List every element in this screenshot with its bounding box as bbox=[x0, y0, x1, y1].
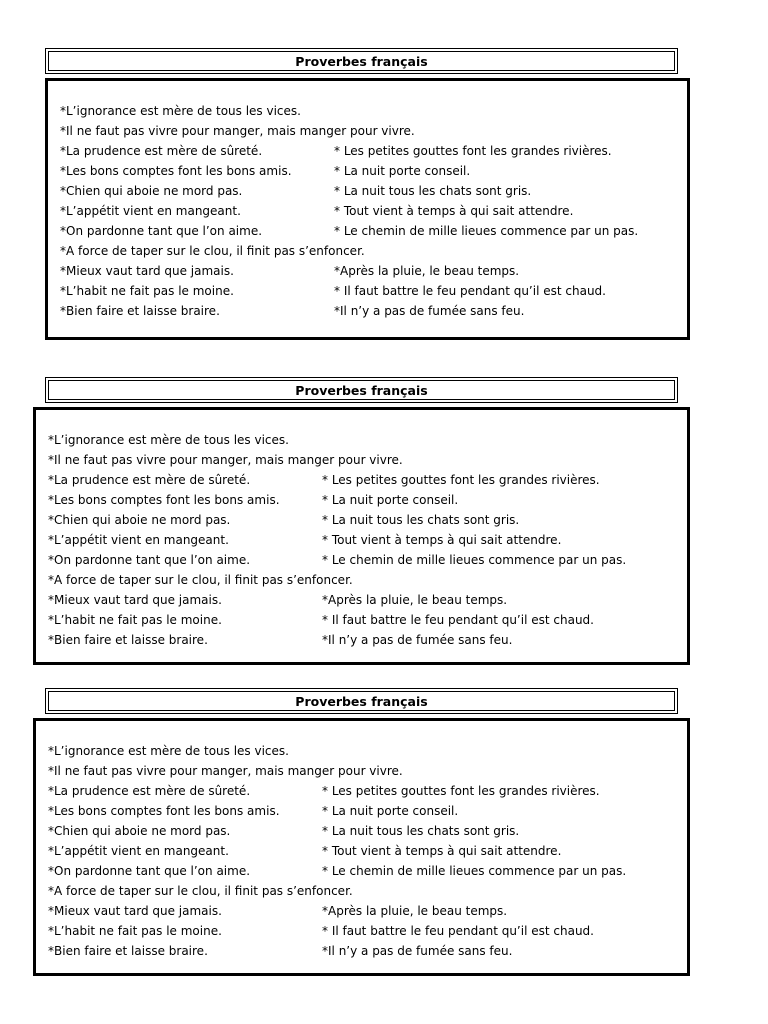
proverb-full-1: *L’ignorance est mère de tous les vices. bbox=[48, 433, 289, 447]
proverb-full-2: *Il ne faut pas vivre pour manger, mais manger pour vivre. bbox=[48, 453, 403, 467]
proverb-right-1: * Les petites gouttes font les grandes rivières. bbox=[322, 473, 600, 487]
proverb-left2-3: *Bien faire et laisse braire. bbox=[48, 944, 208, 958]
proverb-right2-2: * Il faut battre le feu pendant qu’il est chaud. bbox=[322, 613, 594, 627]
card-1-body bbox=[45, 78, 690, 340]
proverb-right-4: * Tout vient à temps à qui sait attendre. bbox=[322, 844, 562, 858]
proverb-right2-3: *Il n’y a pas de fumée sans feu. bbox=[334, 304, 525, 318]
proverb-right-5: * Le chemin de mille lieues commence par un pas. bbox=[322, 864, 627, 878]
proverb-left2-2: *L’habit ne fait pas le moine. bbox=[48, 924, 222, 938]
proverb-left2-1: *Mieux vaut tard que jamais. bbox=[48, 904, 222, 918]
proverb-full-1: *L’ignorance est mère de tous les vices. bbox=[48, 744, 289, 758]
proverb-left-2: *Les bons comptes font les bons amis. bbox=[48, 804, 280, 818]
proverb-left-4: *L’appétit vient en mangeant. bbox=[60, 204, 241, 218]
proverb-left2-3: *Bien faire et laisse braire. bbox=[60, 304, 220, 318]
proverb-full-3: *A force de taper sur le clou, il finit pas s’enfoncer. bbox=[60, 244, 365, 258]
proverb-right2-2: * Il faut battre le feu pendant qu’il est chaud. bbox=[322, 924, 594, 938]
proverb-left-2: *Les bons comptes font les bons amis. bbox=[60, 164, 292, 178]
proverb-right-2: * La nuit porte conseil. bbox=[322, 804, 459, 818]
proverb-right-2: * La nuit porte conseil. bbox=[334, 164, 471, 178]
card-2-title: Proverbes français bbox=[48, 380, 675, 400]
card-3-title-frame bbox=[45, 688, 678, 714]
proverb-right-1: * Les petites gouttes font les grandes rivières. bbox=[322, 784, 600, 798]
proverb-right-3: * La nuit tous les chats sont gris. bbox=[334, 184, 532, 198]
proverb-left2-1: *Mieux vaut tard que jamais. bbox=[60, 264, 234, 278]
card-1-title-frame bbox=[45, 48, 678, 74]
proverb-left-5: *On pardonne tant que l’on aime. bbox=[60, 224, 263, 238]
card-3-body bbox=[33, 718, 690, 976]
proverb-left-1: *La prudence est mère de sûreté. bbox=[48, 784, 251, 798]
proverb-right-2: * La nuit porte conseil. bbox=[322, 493, 459, 507]
proverb-left2-3: *Bien faire et laisse braire. bbox=[48, 633, 208, 647]
proverb-left-3: *Chien qui aboie ne mord pas. bbox=[60, 184, 243, 198]
proverb-left2-2: *L’habit ne fait pas le moine. bbox=[60, 284, 234, 298]
proverb-full-2: *Il ne faut pas vivre pour manger, mais manger pour vivre. bbox=[60, 124, 415, 138]
proverb-full-2: *Il ne faut pas vivre pour manger, mais manger pour vivre. bbox=[48, 764, 403, 778]
proverb-left2-1: *Mieux vaut tard que jamais. bbox=[48, 593, 222, 607]
proverb-left-5: *On pardonne tant que l’on aime. bbox=[48, 553, 251, 567]
proverb-full-1: *L’ignorance est mère de tous les vices. bbox=[60, 104, 301, 118]
proverb-left-4: *L’appétit vient en mangeant. bbox=[48, 533, 229, 547]
proverb-right2-3: *Il n’y a pas de fumée sans feu. bbox=[322, 944, 513, 958]
proverb-right-3: * La nuit tous les chats sont gris. bbox=[322, 824, 520, 838]
proverb-left-5: *On pardonne tant que l’on aime. bbox=[48, 864, 251, 878]
proverb-right-4: * Tout vient à temps à qui sait attendre. bbox=[322, 533, 562, 547]
proverb-left2-2: *L’habit ne fait pas le moine. bbox=[48, 613, 222, 627]
proverb-right2-2: * Il faut battre le feu pendant qu’il est chaud. bbox=[334, 284, 606, 298]
proverb-right2-1: *Après la pluie, le beau temps. bbox=[334, 264, 520, 278]
proverb-full-3: *A force de taper sur le clou, il finit pas s’enfoncer. bbox=[48, 884, 353, 898]
card-1-title: Proverbes français bbox=[48, 51, 675, 71]
proverb-right2-1: *Après la pluie, le beau temps. bbox=[322, 593, 508, 607]
proverb-left-1: *La prudence est mère de sûreté. bbox=[48, 473, 251, 487]
proverb-right2-3: *Il n’y a pas de fumée sans feu. bbox=[322, 633, 513, 647]
proverb-left-3: *Chien qui aboie ne mord pas. bbox=[48, 824, 231, 838]
proverb-left-1: *La prudence est mère de sûreté. bbox=[60, 144, 263, 158]
proverb-right-4: * Tout vient à temps à qui sait attendre. bbox=[334, 204, 574, 218]
proverb-right2-1: *Après la pluie, le beau temps. bbox=[322, 904, 508, 918]
card-2-title-frame bbox=[45, 377, 678, 403]
proverb-full-3: *A force de taper sur le clou, il finit pas s’enfoncer. bbox=[48, 573, 353, 587]
proverb-right-5: * Le chemin de mille lieues commence par un pas. bbox=[322, 553, 627, 567]
proverb-left-4: *L’appétit vient en mangeant. bbox=[48, 844, 229, 858]
proverb-left-3: *Chien qui aboie ne mord pas. bbox=[48, 513, 231, 527]
card-3-title: Proverbes français bbox=[48, 691, 675, 711]
proverb-left-2: *Les bons comptes font les bons amis. bbox=[48, 493, 280, 507]
proverb-right-3: * La nuit tous les chats sont gris. bbox=[322, 513, 520, 527]
proverb-right-1: * Les petites gouttes font les grandes rivières. bbox=[334, 144, 612, 158]
card-2-body bbox=[33, 407, 690, 665]
proverb-right-5: * Le chemin de mille lieues commence par un pas. bbox=[334, 224, 639, 238]
